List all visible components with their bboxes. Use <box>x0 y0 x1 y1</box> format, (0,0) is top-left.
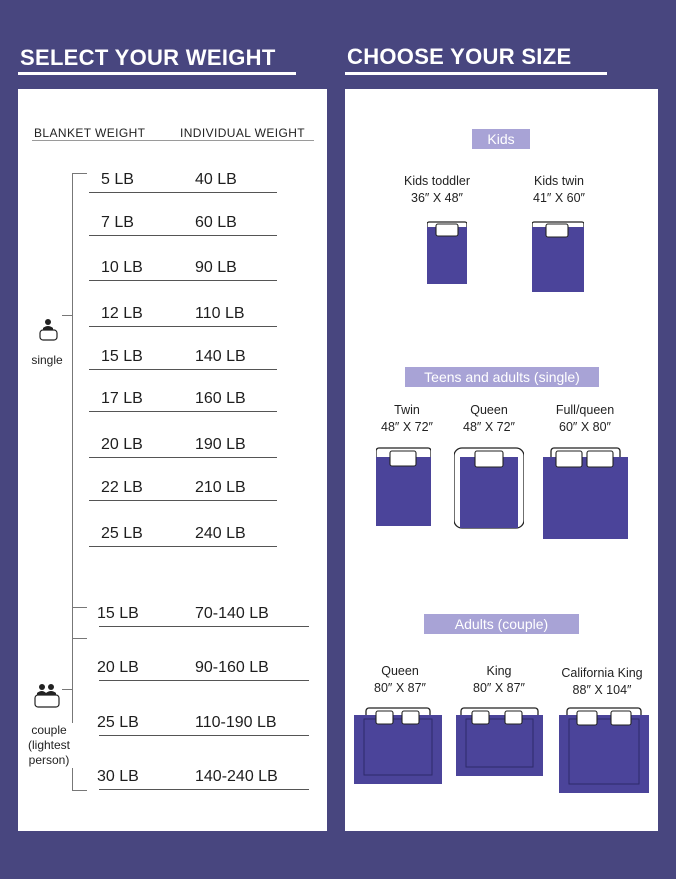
blanket-weight-value: 30 LB <box>97 768 139 785</box>
bed-size-dimensions: 80″ X 87″ <box>374 681 426 695</box>
individual-weight-value: 90 LB <box>195 259 237 276</box>
header-divider <box>32 140 314 141</box>
kids-category-badge: Kids <box>472 129 530 149</box>
blanket-weight-value: 25 LB <box>97 714 139 731</box>
row-divider <box>89 457 277 458</box>
individual-weight-value: 140-240 LB <box>195 768 278 785</box>
bed-size-name: King <box>486 664 512 678</box>
blanket-weight-value: 22 LB <box>101 479 143 496</box>
individual-weight-value: 190 LB <box>195 436 246 453</box>
blanket-weight-value: 17 LB <box>101 390 143 407</box>
pillow <box>577 711 597 725</box>
row-divider <box>89 411 277 412</box>
pillow <box>436 224 458 236</box>
blanket-weight-value: 20 LB <box>97 659 139 676</box>
bed-illustration <box>376 447 431 532</box>
bed-illustration <box>559 707 649 799</box>
couple-label-line1: couple <box>31 723 67 737</box>
bed-illustration <box>532 221 584 298</box>
blanket-weight-value: 15 LB <box>97 605 139 622</box>
blanket-weight-value: 12 LB <box>101 305 143 322</box>
blanket-weight-value: 7 LB <box>101 214 134 231</box>
row-divider <box>89 280 277 281</box>
weight-panel <box>18 89 327 831</box>
bed-size-dimensions: 48″ X 72″ <box>381 420 433 434</box>
bed-size-name: Kids twin <box>533 174 585 188</box>
pillow <box>556 451 582 467</box>
row-divider <box>99 680 309 681</box>
size-panel <box>345 89 658 831</box>
pillow <box>475 451 503 467</box>
blanket <box>543 457 628 539</box>
blanket-weight-value: 5 LB <box>101 171 134 188</box>
couple-label-line2: (lightest <box>27 738 71 752</box>
bed-illustration <box>456 707 543 782</box>
row-divider <box>99 626 309 627</box>
pillow <box>587 451 613 467</box>
row-divider <box>89 326 277 327</box>
blanket <box>460 457 518 528</box>
bed-size-name: Twin <box>394 403 420 417</box>
bed-size-dimensions: 36″ X 48″ <box>411 191 463 205</box>
row-divider <box>89 369 277 370</box>
individual-weight-value: 240 LB <box>195 525 246 542</box>
blanket <box>376 457 431 526</box>
blanket <box>559 715 649 793</box>
row-divider <box>99 789 309 790</box>
bed-illustration <box>543 447 628 545</box>
pillow <box>390 451 416 466</box>
individual-weight-value: 110-190 LB <box>195 714 277 731</box>
individual-weight-value: 110 LB <box>195 305 245 322</box>
bed-size-name: Full/queen <box>555 403 615 417</box>
pillow <box>472 711 489 724</box>
couple-bed-icon <box>34 683 62 709</box>
size-section-title: CHOOSE YOUR SIZE <box>347 44 572 69</box>
bed-size-name: Queen <box>470 403 508 417</box>
single-person-bed-icon <box>38 318 60 342</box>
single-label: single <box>26 353 68 368</box>
bed-size-name: Queen <box>381 664 419 678</box>
individual-weight-value: 70-140 LB <box>195 605 269 622</box>
bed-size-dimensions: 48″ X 72″ <box>463 420 515 434</box>
bed-size-dimensions: 41″ X 60″ <box>533 191 585 205</box>
pillow <box>611 711 631 725</box>
weight-section-title: SELECT YOUR WEIGHT <box>20 45 276 70</box>
adults-category-badge: Adults (couple) <box>424 614 579 634</box>
single-bracket <box>72 173 87 639</box>
couple-label-line3: person) <box>28 753 70 767</box>
blanket-weight-value: 25 LB <box>101 525 143 542</box>
individual-weight-value: 90-160 LB <box>195 659 269 676</box>
individual-weight-value: 210 LB <box>195 479 246 496</box>
weight-title-underline <box>18 72 296 75</box>
bed-size-dimensions: 60″ X 80″ <box>559 420 611 434</box>
pillow <box>546 224 568 237</box>
pillow <box>376 711 393 724</box>
bed-size-dimensions: 88″ X 104″ <box>572 683 632 697</box>
individual-weight-value: 160 LB <box>195 390 246 407</box>
individual-weight-value: 140 LB <box>195 348 246 365</box>
blanket-weight-value: 20 LB <box>101 436 143 453</box>
blanket-weight-value: 10 LB <box>101 259 143 276</box>
couple-label <box>22 723 76 768</box>
row-divider <box>89 500 277 501</box>
size-title-underline <box>345 72 607 75</box>
single-bracket-tick <box>62 315 72 316</box>
individual-weight-value: 60 LB <box>195 214 237 231</box>
bed-illustration <box>427 221 467 290</box>
row-divider <box>89 235 277 236</box>
pillow <box>505 711 522 724</box>
bed-size-name: Kids toddler <box>403 174 470 188</box>
row-divider <box>99 735 309 736</box>
blanket-weight-value: 15 LB <box>101 348 143 365</box>
bed-size-dimensions: 80″ X 87″ <box>473 681 525 695</box>
bed-size-name: California King <box>561 666 643 680</box>
row-divider <box>89 546 277 547</box>
bed-illustration <box>454 447 524 534</box>
row-divider <box>89 192 277 193</box>
blanket <box>354 715 442 784</box>
pillow <box>402 711 419 724</box>
blanket-weight-header: BLANKET WEIGHT <box>34 126 146 140</box>
individual-weight-header: INDIVIDUAL WEIGHT <box>180 126 306 140</box>
individual-weight-value: 40 LB <box>195 171 237 188</box>
teens-category-badge: Teens and adults (single) <box>405 367 599 387</box>
bed-illustration <box>354 707 442 790</box>
couple-bracket-tick <box>62 689 72 690</box>
